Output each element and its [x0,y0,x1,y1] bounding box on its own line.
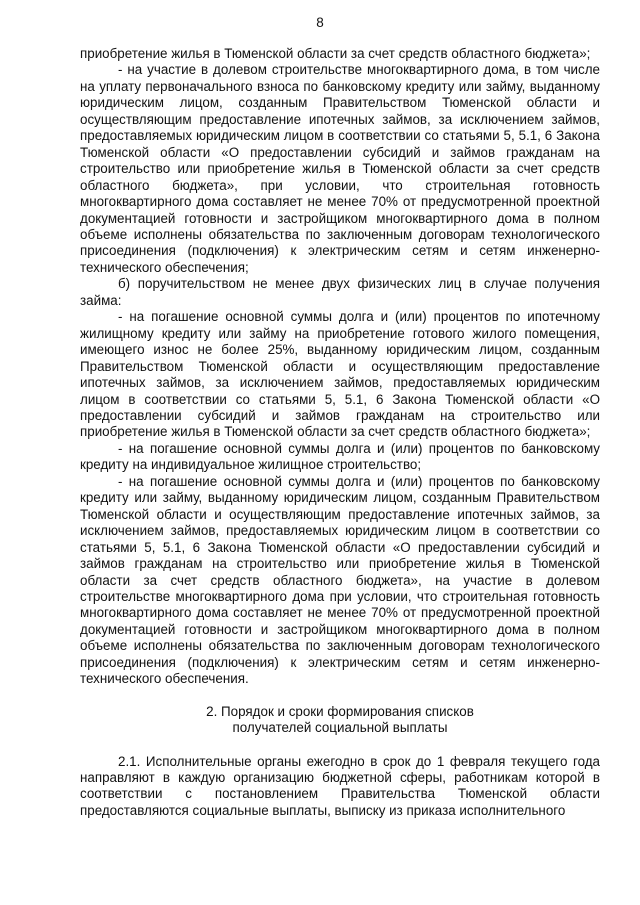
section-heading-line-1: 2. Порядок и сроки формирования списков [206,703,474,719]
paragraph-mortgage-repayment: - на погашение основной суммы долга и (или) процентов по ипотечному жилищному кредиту или займу на приобретение готового жилого помещения, имеющего износ не более 25%, выданному юридическим лицом, созданным Правительством Тюменской области и осуществляющим предоставление ипотечных займов, за исключением займов, предоставляемых юридическим лицом в соответствии со статьями 5, 5.1, 6 Закона Тюменской области «О предоставлении субсидий и займов гражданам на строительство или приобретение жилья в Тюменской области за счет средств областного бюджета»; [80,309,600,440]
page-number: 8 [316,15,324,30]
paragraph-individual-construction: - на погашение основной суммы долга и (или) процентов по банковскому кредиту на индивидуальное жилищное строительство; [80,440,600,473]
section-heading [80,704,600,737]
paragraph-shared-construction-loan: - на участие в долевом строительстве многоквартирного дома, в том числе на уплату первоначального взноса по банковскому кредиту или займу, выданному юридическим лицом, созданным Правительством Тюменской области и осуществляющим предоставление ипотечных займов, за исключением займов, предоставляемых юридическим лицом в соответствии со статьями 5, 5.1, 6 Закона Тюменской области «О предоставлении субсидий и займов гражданам на строительство или приобретение жилья в Тюменской области за счет средств областного бюджета», при условии, что строительная готовность многоквартирного дома составляет не менее 70% от предусмотренной проектной документацией готовности и застройщиком многоквартирного дома в полном объеме исполнены обязательства по заключенным договорам технологического присоединения (подключения) к электрическим сетям и сетям инженерно-технического обеспечения; [80,62,600,275]
section-heading-line-2: получателей социальной выплаты [232,720,448,736]
paragraph-section-2-1: 2.1. Исполнительные органы ежегодно в срок до 1 февраля текущего года направляют в каждую организацию бюджетной сферы, работникам которой в соответствии с постановлением Правительства Тюменской области предоставляются социальные выплаты, выписку из приказа исполнительного [80,753,600,818]
document-body [80,46,600,819]
paragraph-continuation: приобретение жилья в Тюменской области за счет средств областного бюджета»; [80,46,591,61]
paragraph-guarantee-clause: б) поручительством не менее двух физических лиц в случае получения займа: [80,276,600,308]
paragraph-shared-construction-repayment: - на погашение основной суммы долга и (или) процентов по банковскому кредиту или займу, выданному юридическим лицом, созданным Правительством Тюменской области и осуществляющим предоставление ипотечных займов, за исключением займов, предоставляемых юридическим лицом в соответствии со статьями 5, 5.1, 6 Закона Тюменской области «О предоставлении субсидий и займов гражданам на строительство или приобретение жилья в Тюменской области за счет средств областного бюджета», на участие в долевом строительстве многоквартирного дома при условии, что строительная готовность многоквартирного дома составляет не менее 70% от предусмотренной проектной документацией готовности и застройщиком многоквартирного дома в полном объеме исполнены обязательства по заключенным договорам технологического присоединения (подключения) к электрическим сетям и сетям инженерно-технического обеспечения. [80,473,600,687]
